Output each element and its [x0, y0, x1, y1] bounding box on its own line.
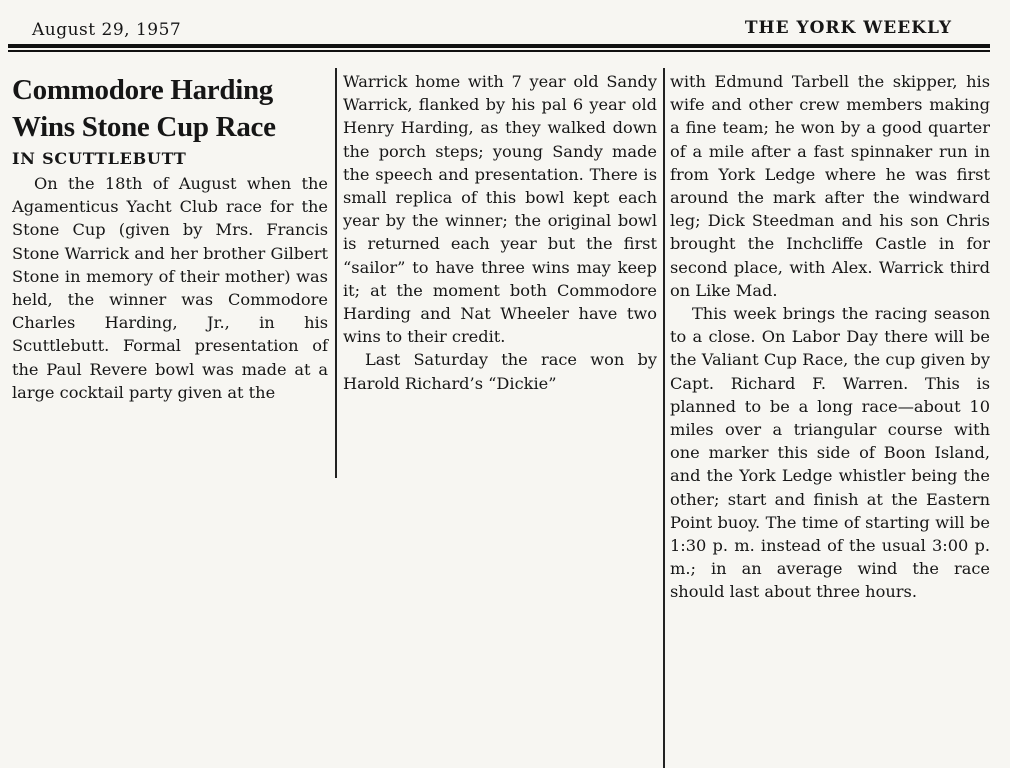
- article-paragraph: On the 18th of August when the Agamenticus Yacht Club race for the Stone Cup (given by Mrs. Francis Stone Warrick and her brother Gilbert Stone in memory of their mother) was held, the winner was Commodore Charles Harding, Jr., in his Scuttlebutt. Formal presentation of the Paul Revere bowl was made at a large cocktail party given at the: [12, 174, 328, 402]
- column-divider-1: [335, 68, 337, 478]
- column-divider-2: [663, 68, 665, 768]
- masthead-rule-thin: [8, 50, 990, 52]
- article-column-3: [670, 70, 990, 604]
- article-column-1: [12, 70, 328, 404]
- masthead-rule-thick: [8, 44, 990, 48]
- article-paragraph: Last Saturday the race won by Harold Richard’s “Dickie”: [343, 350, 657, 393]
- issue-date: August 29, 1957: [32, 20, 182, 40]
- newspaper-name: THE YORK WEEKLY: [744, 18, 952, 38]
- article-headline: [12, 72, 328, 146]
- headline-line-1: Commodore Harding: [12, 74, 273, 106]
- article-paragraph: Warrick home with 7 year old Sandy Warrick, flanked by his pal 6 year old Henry Harding, as they walked down the porch steps; young Sandy made the speech and presentation. There is small replica of this bowl kept each year by the winner; the original bowl is returned each year but the first “sailor” to have three wins may keep it; at the moment both Commodore Harding and Nat Wheeler have two wins to their credit.: [343, 72, 657, 347]
- article-paragraph: with Edmund Tarbell the skipper, his wife and other crew members making a fine team; he won by a good quarter of a mile after a fast spinnaker run in from York Ledge where he was first around the mark after the windward leg; Dick Steedman and his son Chris brought the Inchcliffe Castle in for second place, with Alex. Warrick third on Like Mad.: [670, 72, 990, 300]
- headline-line-2: Wins Stone Cup Race: [12, 111, 276, 143]
- article-column-2: [343, 70, 657, 395]
- article-subhead: IN SCUTTLEBUTT: [12, 149, 187, 168]
- article-paragraph: This week brings the racing season to a close. On Labor Day there will be the Valiant Cup Race, the cup given by Capt. Richard F. Warren. This is planned to be a long race—about 10 miles over a triangular course with one marker this side of Boon Island, and the York Ledge whistler being the other; start and finish at the Eastern Point buoy. The time of starting will be 1:30 p. m. instead of the usual 3:00 p. m.; in an average wind the race should last about three hours.: [670, 304, 990, 602]
